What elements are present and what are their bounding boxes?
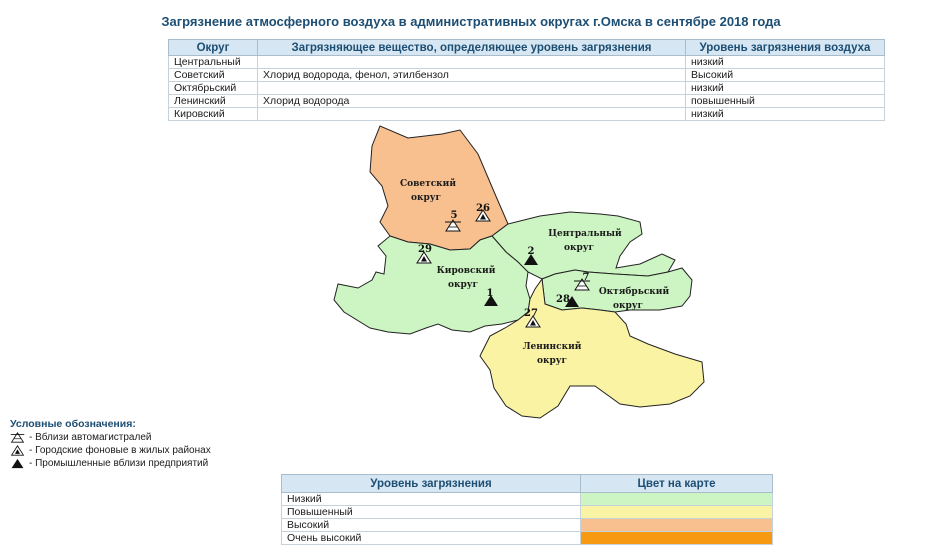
district-kirovsky [334,236,530,334]
station-29 [417,244,432,263]
substance-cell [258,108,686,121]
color-swatch [581,506,773,519]
legend-header-level: Уровень загрязнения [282,475,581,493]
station-number: 2 [527,246,535,257]
legend-item-label: - Городские фоновые в жилых районах [29,445,211,456]
label-oktyabrsky-line1: Октябрьский [598,287,670,297]
district-cell: Ленинский [169,95,258,108]
district-cell: Кировский [169,108,258,121]
label-leninsky-line2: округ [536,356,568,366]
label-leninsky-line1: Ленинский [522,342,582,352]
station-number: 28 [556,294,570,305]
table-row [169,82,885,95]
table-row [282,493,773,506]
legend-item-label: - Промышленные вблизи предприятий [29,458,209,469]
legend-item-label: - Вблизи автомагистралей [29,432,152,443]
substance-cell: Хлорид водорода [258,95,686,108]
label-centralny-line2: округ [563,243,595,253]
level-cell: низкий [686,56,885,69]
table-row [169,56,885,69]
legend-item-highway [10,431,211,444]
pollution-level-legend [281,474,773,545]
level-cell: Высокий [686,69,885,82]
legend-item-residential [10,444,211,457]
color-swatch [581,493,773,506]
color-swatch [581,519,773,532]
label-centralny-line1: Центральный [548,229,622,239]
station-number: 7 [582,272,590,283]
district-cell: Центральный [169,56,258,69]
level-cell: низкий [686,82,885,95]
table-row [169,108,885,121]
table-row [282,532,773,545]
legend-level-label: Повышенный [282,506,581,519]
header-level: Уровень загрязнения воздуха [686,40,885,56]
legend-level-label: Низкий [282,493,581,506]
district-cell: Октябрьский [169,82,258,95]
legend-level-label: Очень высокий [282,532,581,545]
symbols-legend [10,418,211,470]
table-row [282,519,773,532]
station-number: 27 [524,308,538,319]
label-sovetsky-line2: округ [410,193,442,203]
legend-header-row [282,475,773,493]
legend-level-label: Высокий [282,519,581,532]
level-cell: низкий [686,108,885,121]
table-row [282,506,773,519]
header-substance: Загрязняющее вещество, определяющее уровень загрязнения [258,40,686,56]
table-header-row [169,40,885,56]
table-row [169,69,885,82]
substance-cell [258,82,686,95]
label-oktyabrsky-line2: округ [612,301,644,311]
station-number: 5 [450,210,458,221]
label-sovetsky-line1: Советский [399,179,457,189]
station-number: 1 [486,288,494,299]
station-number: 26 [476,203,490,214]
symbols-legend-title: Условные обозначения: [10,418,136,430]
page-title: Загрязнение атмосферного воздуха в административных округах г.Омска в сентябре 2018 года [161,14,781,29]
station-number: 29 [418,244,432,255]
table-row [169,95,885,108]
legend-header-color: Цвет на карте [581,475,773,493]
label-kirovsky-line2: округ [447,280,479,290]
level-cell: повышенный [686,95,885,108]
districts-table [168,39,885,121]
substance-cell: Хлорид водорода, фенол, этилбензол [258,69,686,82]
district-cell: Советский [169,69,258,82]
station-26 [476,203,490,221]
header-district: Округ [169,40,258,56]
color-swatch [581,532,773,545]
highway-station-icon [10,432,25,443]
residential-station-icon [10,445,25,456]
legend-item-industrial [10,457,211,470]
industrial-station-icon [10,458,25,469]
label-kirovsky-line1: Кировский [436,266,496,276]
district-map [330,124,710,419]
substance-cell [258,56,686,69]
